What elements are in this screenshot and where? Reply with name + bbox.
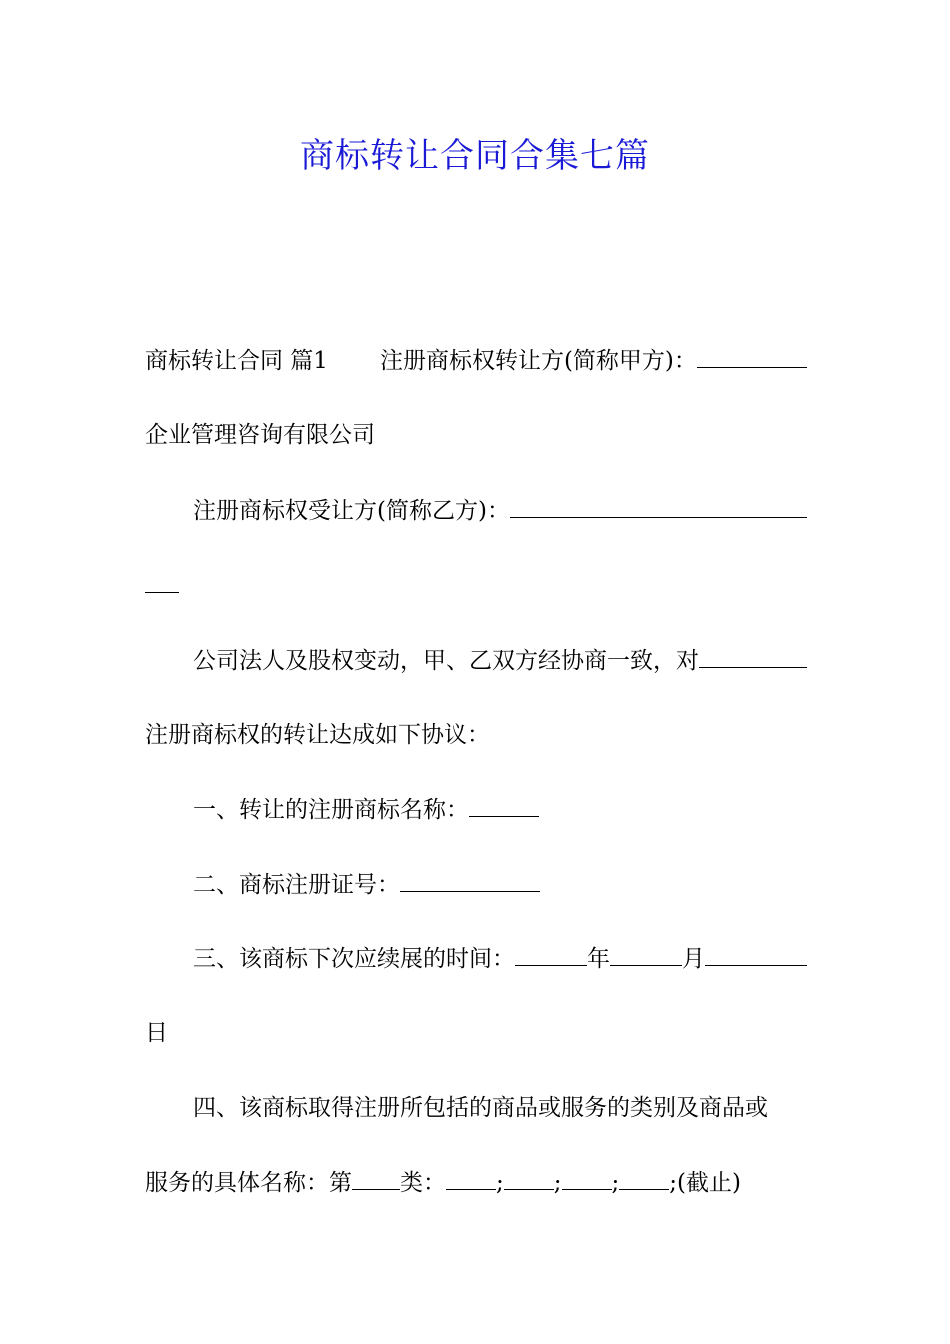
separator: ; xyxy=(611,1170,620,1196)
goods-blank-1 xyxy=(446,1167,496,1190)
party-a-name: 企业管理咨询有限公司 xyxy=(145,422,375,448)
month-blank xyxy=(610,943,682,966)
intro-line-1 xyxy=(193,645,807,676)
year-label: 年 xyxy=(587,946,610,972)
party-b-blank-continued xyxy=(145,570,807,601)
goods-blank-2 xyxy=(504,1167,554,1190)
section-heading: 商标转让合同 篇1 xyxy=(145,348,328,374)
party-a-blank xyxy=(697,345,807,368)
document-title: 商标转让合同合集七篇 xyxy=(300,136,650,176)
intro-text-2: 注册商标权的转让达成如下协议： xyxy=(145,722,490,748)
item-2-label: 二、商标注册证号： xyxy=(193,872,400,898)
separator: ; xyxy=(496,1170,504,1196)
party-b-blank xyxy=(510,495,807,518)
month-label: 月 xyxy=(682,946,705,972)
item-4-prefix: 服务的具体名称：第 xyxy=(145,1170,352,1196)
intro-text-1: 公司法人及股权变动，甲、乙双方经协商一致，对 xyxy=(193,648,699,674)
item-4-line-1: 四、该商标取得注册所包括的商品或服务的类别及商品或 xyxy=(193,1095,768,1121)
year-blank xyxy=(515,943,587,966)
goods-blank-4 xyxy=(619,1167,669,1190)
day-blank xyxy=(705,943,807,966)
item-4-class: 类： xyxy=(400,1170,446,1196)
goods-blank-3 xyxy=(562,1167,612,1190)
party-a-label: 注册商标权转让方(简称甲方)： xyxy=(379,348,697,374)
class-blank xyxy=(352,1167,400,1190)
separator: ; xyxy=(669,1170,677,1196)
party-b-line xyxy=(193,495,807,526)
party-b-label: 注册商标权受让方(简称乙方)： xyxy=(193,498,510,524)
item-1-label: 一、转让的注册商标名称： xyxy=(193,797,469,823)
item-4-line-2 xyxy=(145,1167,807,1198)
item-2-line xyxy=(193,869,807,900)
trademark-blank xyxy=(699,645,807,668)
day-label: 日 xyxy=(145,1020,168,1046)
item-3-label: 三、该商标下次应续展的时间： xyxy=(193,946,515,972)
item-4-suffix: (截止) xyxy=(677,1170,741,1196)
item-1-blank xyxy=(469,794,539,817)
separator: ; xyxy=(553,1170,562,1196)
item-3-line xyxy=(193,943,807,974)
item-2-blank xyxy=(400,869,540,892)
party-b-blank-tail xyxy=(145,570,179,593)
party-a-line xyxy=(145,345,807,376)
item-1-line xyxy=(193,794,807,825)
